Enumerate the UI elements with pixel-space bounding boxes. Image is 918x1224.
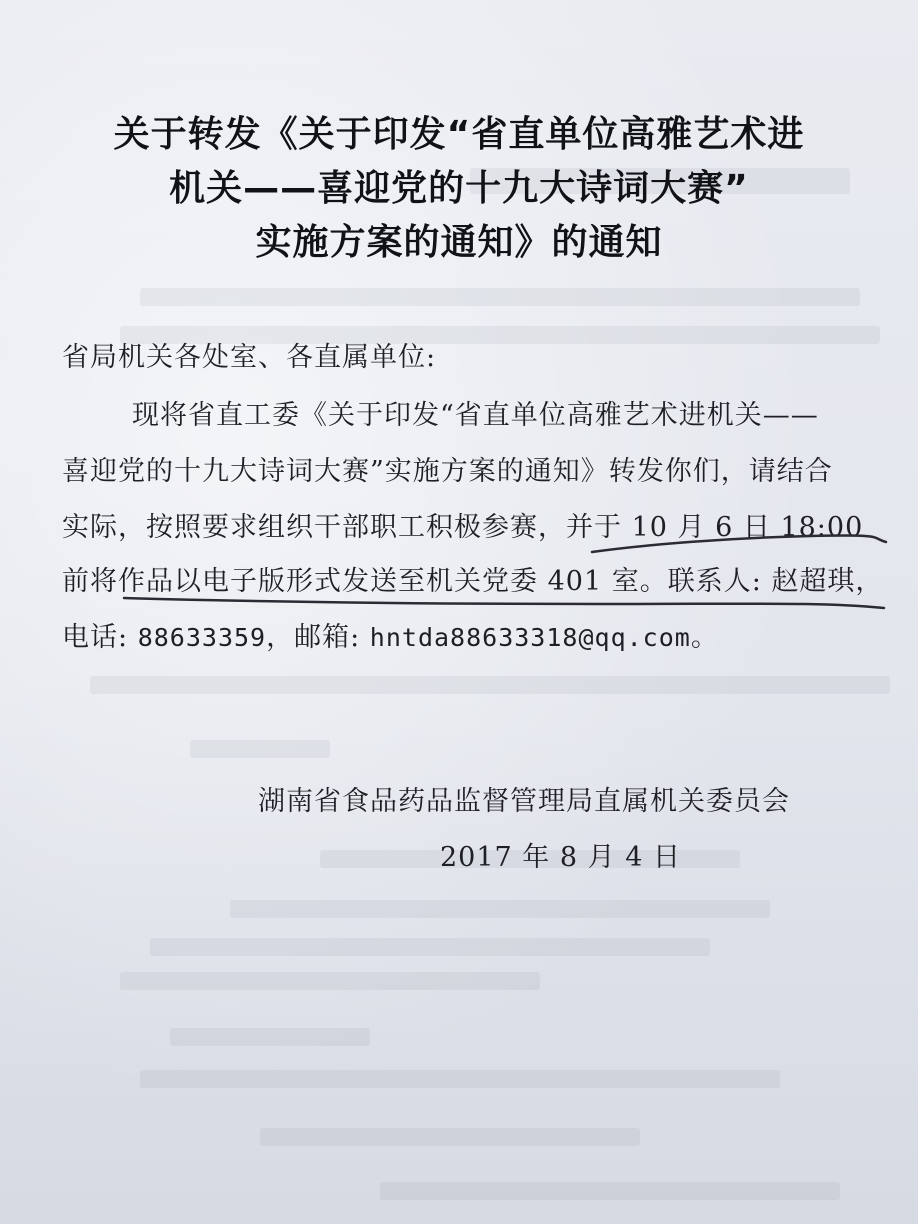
deadline-text: 并于 10 月 6 日 18:00 [566,512,864,543]
email-address: hntda88633318@qq.com [369,623,691,652]
title-line-2: 机关——喜迎党的十九大诗词大赛” [169,168,749,209]
body-line-5 [62,618,719,658]
body-line-2: 喜迎党的十九大诗词大赛”实施方案的通知》转发你们，请结合 [62,456,833,487]
salutation: 省局机关各处室、各直属单位: [62,342,437,373]
body-line-3 [62,508,863,548]
body-line-1: 现将省直工委《关于印发“省直单位高雅艺术进机关—— [132,400,819,431]
issue-date: 2017 年 8 月 4 日 [440,842,681,873]
title-line-3: 实施方案的通知》的通知 [255,222,663,263]
document-title [0,108,918,270]
phone-label: 电话: [62,622,138,653]
body-line-3-part-a: 实际，按照要求组织干部职工积极参赛， [62,512,566,543]
title-line-1: 关于转发《关于印发“省直单位高雅艺术进 [113,114,805,155]
issuing-organization: 湖南省食品药品监督管理局直属机关委员会 [258,786,790,817]
body-line-5-end: 。 [690,622,719,653]
email-label: ，邮箱: [266,622,370,653]
body-line-4: 前将作品以电子版形式发送至机关党委 401 室。联系人: 赵超琪， [62,566,884,597]
phone-number: 88633359 [137,623,267,652]
